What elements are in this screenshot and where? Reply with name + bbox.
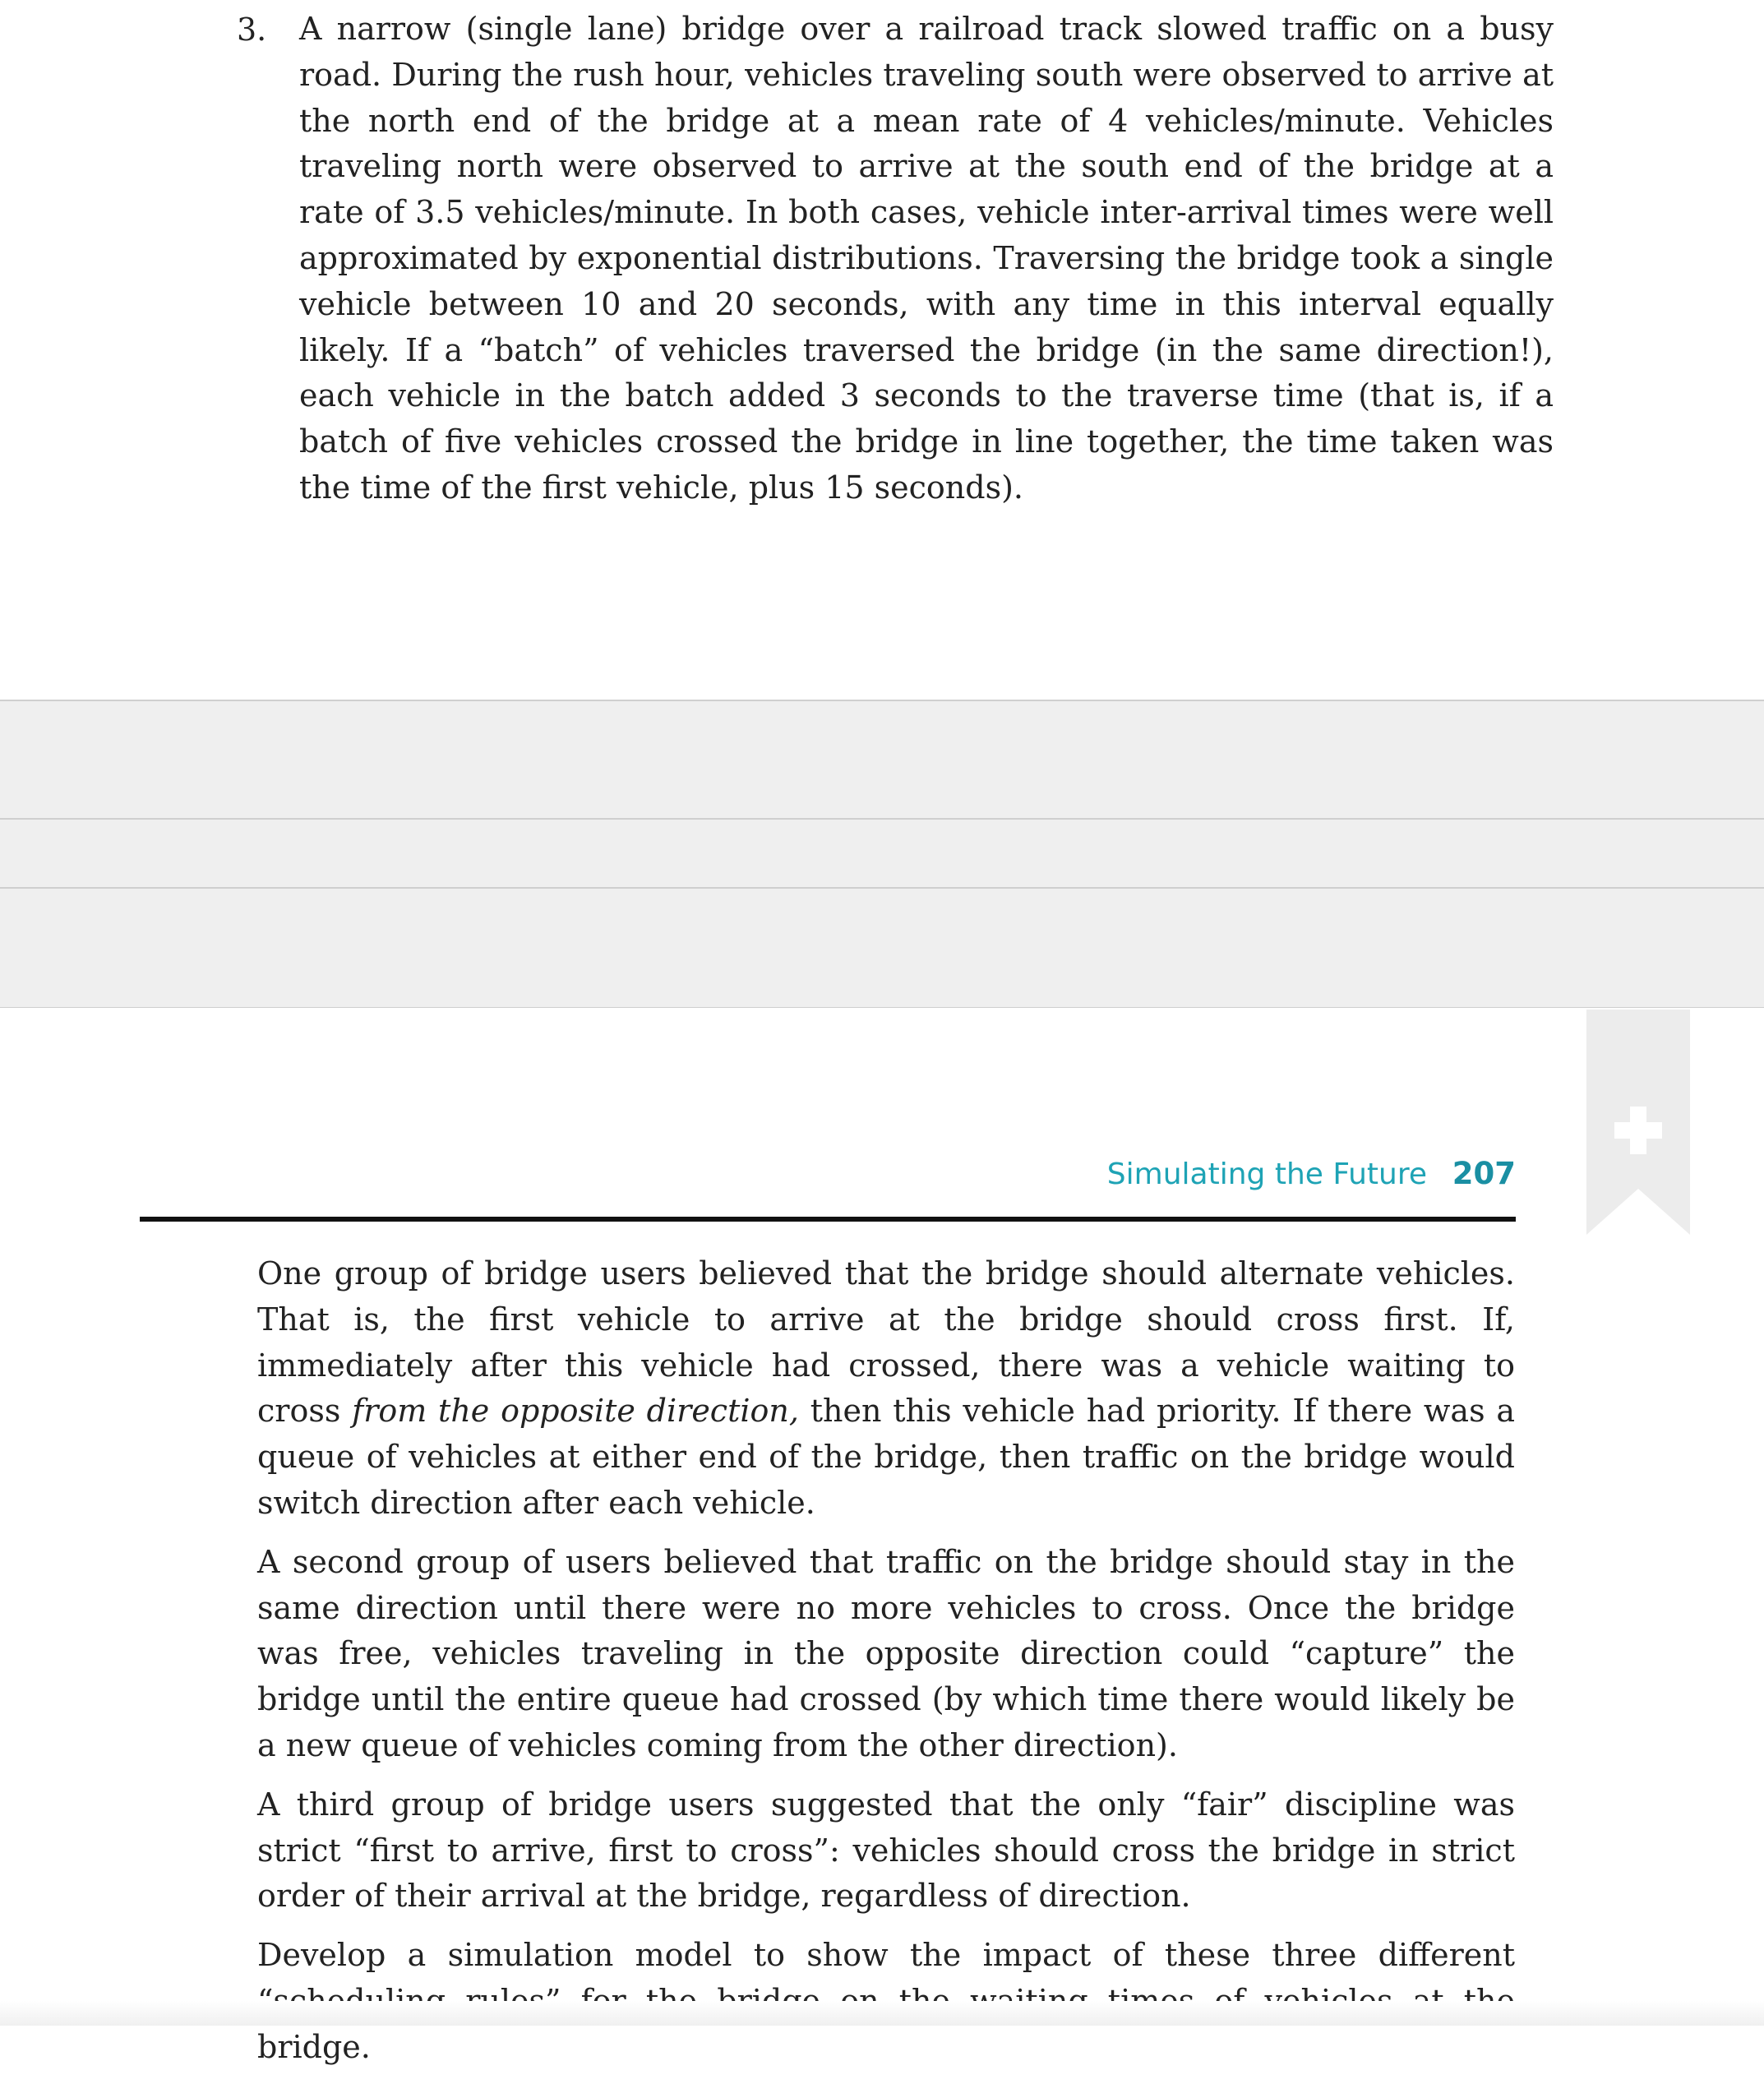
body-text: [257, 1251, 1515, 2084]
paragraph-text: One group of bridge users believed that the bridge should alternate vehicles. That is, the first vehicle to arrive at the bridge should cross first. If, immediately after this vehicle had crossed, there was a vehicle waiting to cross: [257, 1255, 1515, 1430]
exercise-3: [237, 7, 1554, 511]
running-head-title: Simulating the Future: [1106, 1158, 1427, 1191]
paragraph-task: Develop a simulation model to show the impact of these three different bridge.: [257, 1937, 1515, 2065]
paragraph-first-come: A third group of bridge users suggested that the only “fair” discipline was strict “first to arrive, first to cross”: vehicles should cross the bridge in strict order of their arrival at the bridge, regardless of direction.: [257, 1786, 1515, 1915]
page-gap-band: [0, 700, 1764, 819]
bookmark-add-icon[interactable]: [1586, 1010, 1690, 1235]
paragraph-text: then this vehicle had priority. If there was a queue of vehicles at either end of the bridge, then traffic on the bridge would switch direction after each vehicle.: [257, 1393, 1516, 1521]
bottom-shade: [0, 2001, 1764, 2026]
emphasis-text: from the opposite direction,: [352, 1393, 799, 1430]
exercise-number: 3.: [237, 12, 267, 48]
page-gap-band: [0, 818, 1764, 888]
paragraph-same-direction: A second group of users believed that traffic on the bridge should stay in the same direction until there were no more vehicles to cross. Once the bridge was free, vehicles traveling in the opposite direction could “capture” the bridge until the entire queue had crossed (by which time there would likely be a new queue of vehicles coming from the other direction).: [257, 1543, 1515, 1763]
page-top: [0, 0, 1764, 699]
running-head: [140, 1151, 1516, 1222]
page-number: 207: [1452, 1156, 1516, 1191]
page-gap-band: [0, 887, 1764, 1009]
paragraph-alternate: [257, 1251, 1515, 1527]
exercise-text: A narrow (single lane) bridge over a railroad track slowed traffic on a busy road. During the rush hour, vehicles traveling south were observed to arrive at the north end of the bridge at a mean rate of 4 vehicles/minute. Vehicles traveling north were observed to arrive at the south end of the bridge at a rate of 3.5 vehicles/minute. In both cases, vehicle inter-arrival times were well approximated by exponential distributions. Traversing the bridge took a single vehicle between 10 and 20 seconds, with any time in this interval equally likely. If a “batch” of vehicles traversed the bridge (in the same direction!), each vehicle in the batch added 3 seconds to the traverse time (that is, if a batch of five vehicles crossed the bridge in line together, the time taken was the time of the first vehicle, plus 15 seconds).: [299, 11, 1554, 506]
